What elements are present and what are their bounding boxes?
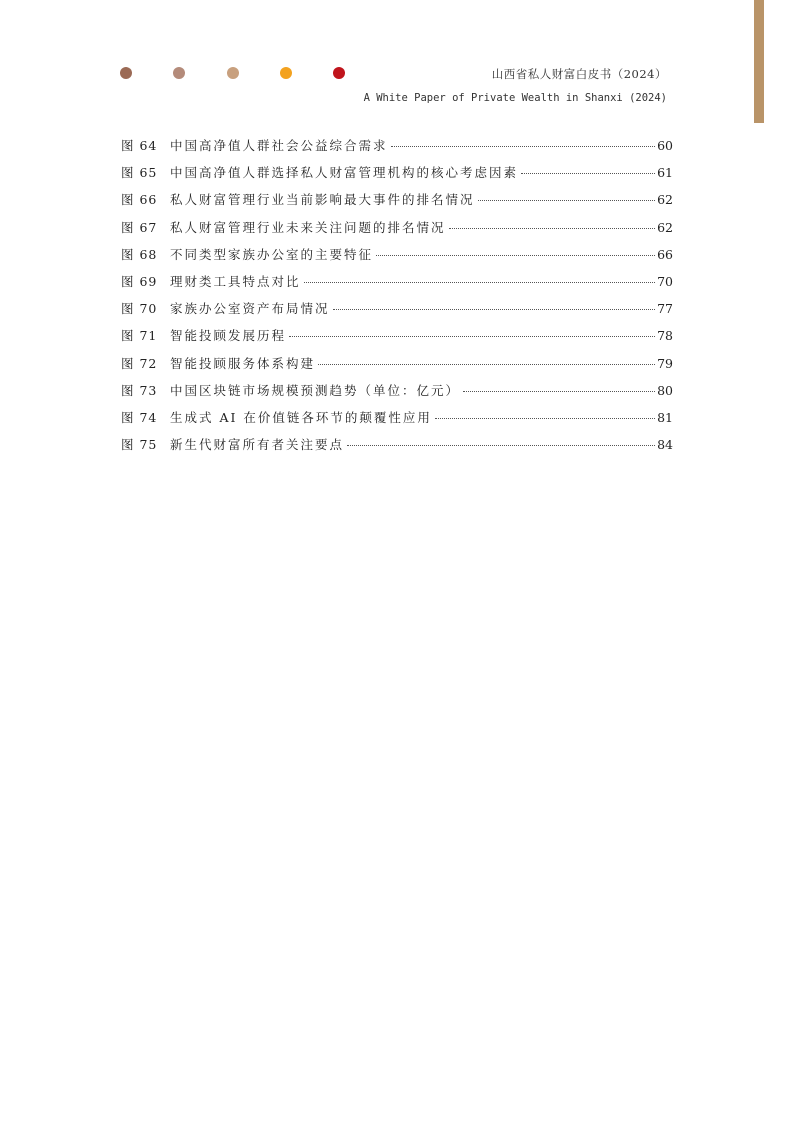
dot-leader	[304, 282, 656, 283]
page-number: 84	[657, 437, 673, 453]
decor-dot-4	[280, 67, 292, 79]
figure-number: 图 73	[121, 382, 158, 398]
figure-number: 图 66	[121, 192, 158, 208]
figure-number: 图 68	[121, 246, 158, 262]
toc-entry[interactable]	[121, 435, 673, 462]
figure-title: 智能投顾发展历程	[170, 328, 287, 344]
toc-entry[interactable]	[121, 136, 673, 163]
page-number: 78	[657, 328, 673, 344]
page-number: 79	[657, 355, 673, 371]
figure-number: 图 69	[121, 273, 158, 289]
dot-leader	[449, 228, 656, 229]
figure-number: 图 65	[121, 165, 158, 181]
dot-leader	[521, 173, 655, 174]
decor-dot-3	[227, 67, 239, 79]
figure-title: 家族办公室资产布局情况	[170, 301, 330, 317]
page-number: 80	[657, 382, 673, 398]
toc-entry[interactable]	[121, 326, 673, 353]
figure-number: 图 75	[121, 437, 158, 453]
side-accent-bar	[754, 0, 764, 123]
page-number: 62	[657, 192, 673, 208]
toc-entry[interactable]	[121, 408, 673, 435]
figure-title: 中国高净值人群社会公益综合需求	[170, 138, 388, 153]
dot-leader	[347, 445, 655, 446]
figure-list	[121, 136, 673, 462]
figure-title: 中国高净值人群选择私人财富管理机构的核心考虑因素	[170, 165, 519, 181]
dot-leader	[435, 418, 655, 419]
figure-number: 图 71	[121, 328, 158, 344]
toc-entry[interactable]	[121, 218, 673, 245]
page-number: 81	[657, 409, 673, 425]
figure-number: 图 67	[121, 219, 158, 235]
dot-leader	[318, 364, 655, 365]
toc-entry[interactable]	[121, 381, 673, 408]
figure-title: 生成式 AI 在价值链各环节的颠覆性应用	[170, 409, 432, 425]
decor-dot-2	[173, 67, 185, 79]
toc-entry[interactable]	[121, 354, 673, 381]
toc-entry[interactable]	[121, 163, 673, 190]
decor-dot-5	[333, 67, 345, 79]
dot-leader	[391, 146, 656, 147]
page-number: 61	[657, 165, 673, 181]
dot-leader	[376, 255, 655, 256]
header-title-cn: 山西省私人财富白皮书（2024）	[491, 67, 667, 81]
dot-leader	[463, 391, 655, 392]
dot-leader	[478, 200, 656, 201]
page-number: 66	[657, 246, 673, 262]
figure-title: 私人财富管理行业未来关注问题的排名情况	[170, 219, 446, 235]
toc-entry[interactable]	[121, 272, 673, 299]
header-title-en: A White Paper of Private Wealth in Shanxi (2024)	[363, 92, 667, 104]
figure-number: 图 72	[121, 355, 158, 371]
toc-entry[interactable]	[121, 190, 673, 217]
figure-number: 图 64	[121, 138, 158, 153]
figure-number: 图 74	[121, 409, 158, 425]
dot-leader	[289, 336, 655, 337]
figure-title: 新生代财富所有者关注要点	[170, 437, 345, 453]
figure-number: 图 70	[121, 301, 158, 317]
figure-title: 不同类型家族办公室的主要特征	[170, 246, 374, 262]
page-number: 60	[657, 138, 673, 153]
page-number: 77	[657, 301, 673, 317]
page-number: 70	[657, 273, 673, 289]
toc-entry[interactable]	[121, 299, 673, 326]
figure-title: 中国区块链市场规模预测趋势（单位：亿元）	[170, 382, 461, 398]
dot-leader	[333, 309, 656, 310]
figure-title: 智能投顾服务体系构建	[170, 355, 316, 371]
toc-entry[interactable]	[121, 245, 673, 272]
figure-title: 私人财富管理行业当前影响最大事件的排名情况	[170, 192, 475, 208]
page-number: 62	[657, 219, 673, 235]
figure-title: 理财类工具特点对比	[170, 273, 301, 289]
decor-dot-1	[120, 67, 132, 79]
